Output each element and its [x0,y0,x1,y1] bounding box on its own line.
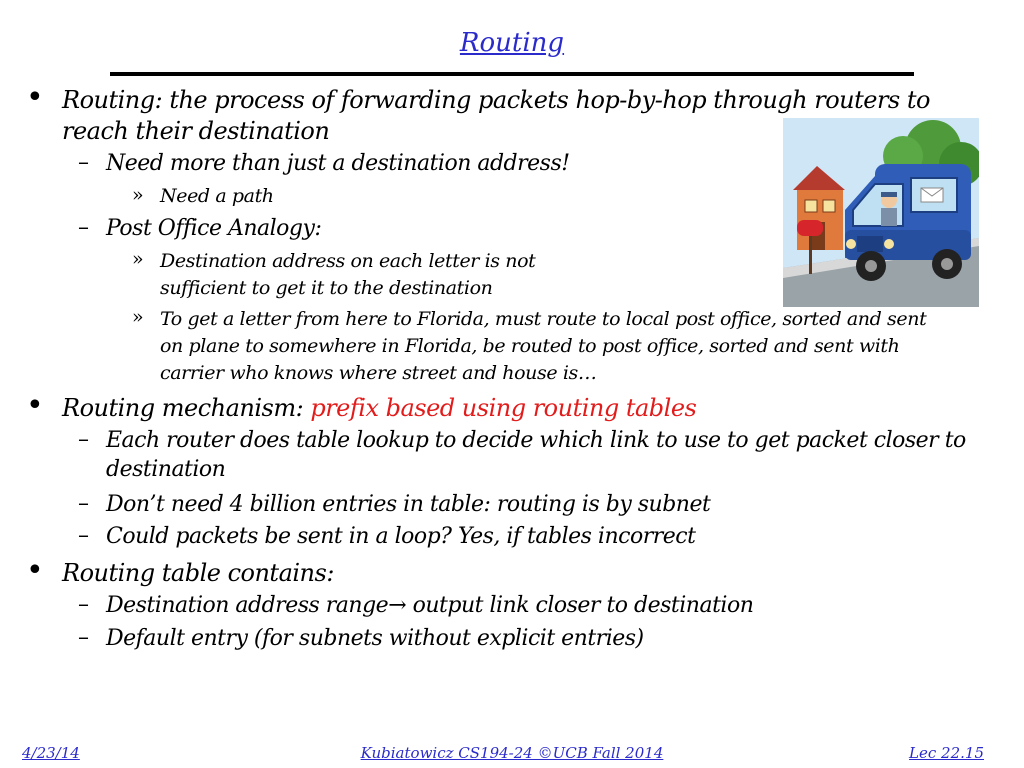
sub-post-office: Post Office Analogy: [106,216,322,241]
bullet-routing-line2: reach their destination [62,117,330,145]
bullet-marker: • [26,388,44,423]
bullet-routing-table: Routing table contains: [62,559,334,587]
routing-mechanism-label: Routing mechanism: [62,394,311,422]
sub-loop: Could packets be sent in a loop? Yes, if tables incorrect [106,524,696,549]
dash-marker: – [78,491,89,516]
sub-four-billion: Don’t need 4 billion entries in table: routing is by subnet [106,492,711,517]
dash-marker: – [78,625,89,650]
subsub-dest-address-line1: Destination address on each letter is not [160,250,536,272]
subsub-florida-line2: on plane to somewhere in Florida, be routed to post office, sorted and sent with [160,335,900,357]
sub-need-more: Need more than just a destination address! [106,151,570,176]
bullet-marker: • [26,553,44,588]
dash-marker: – [78,592,89,617]
footer-lecture-number: Lec 22.15 [909,744,984,762]
sub-marker: » [132,248,144,270]
mail-truck-illustration [783,118,979,307]
bullet-marker: • [26,80,44,115]
sub-table-lookup-line1: Each router does table lookup to decide which link to use to get packet closer to [106,428,966,453]
sub-marker: » [132,306,144,328]
dash-marker: – [78,150,89,175]
dash-marker: – [78,427,89,452]
bullet-routing-mechanism [62,394,696,422]
sub-table-lookup-line2: destination [106,457,226,482]
bullet-routing-line1: Routing: the process of forwarding packets hop-by-hop through routers to [62,86,930,114]
sub-dest-range: Destination address range→ output link closer to destination [106,593,754,618]
dash-marker: – [78,523,89,548]
subsub-florida-line3: carrier who knows where street and house is… [160,362,597,384]
footer-course: Kubiatowicz CS194-24 ©UCB Fall 2014 [360,744,664,762]
title-underline-rule [110,72,914,76]
subsub-dest-address-line2: sufficient to get it to the destination [160,277,493,299]
prefix-based-highlight: prefix based using routing tables [310,394,697,422]
footer-date: 4/23/14 [22,744,80,762]
dash-marker: – [78,215,89,240]
slide-title: Routing [459,28,565,58]
subsub-florida-line1: To get a letter from here to Florida, must route to local post office, sorted and sent [160,308,927,330]
sub-default-entry: Default entry (for subnets without explicit entries) [106,626,644,651]
subsub-need-path: Need a path [160,185,274,207]
sub-marker: » [132,184,144,206]
